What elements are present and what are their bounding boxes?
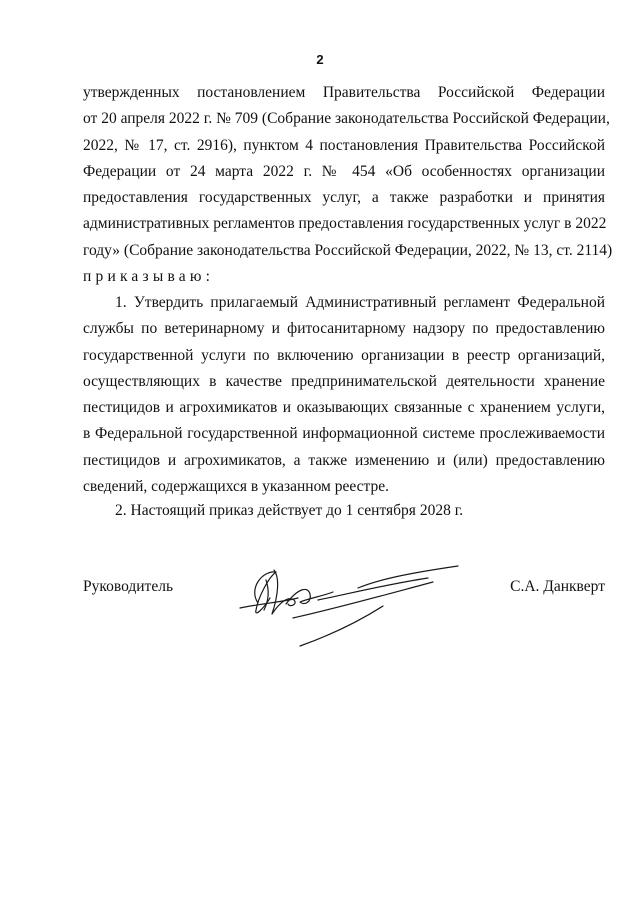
signatory-name: С.А. Данкверт (510, 578, 605, 595)
item-2-paragraph (83, 498, 605, 524)
text-line: 1. Утвердить прилагаемый Административный регламент Федеральной (115, 294, 605, 311)
page-number: 2 (316, 52, 324, 67)
text-line: административных регламентов предоставления государственных услуг в 2022 (83, 215, 607, 233)
text-line: Федерации от 24 марта 2022 г. № 454 «Об особенностях организации (83, 162, 605, 180)
text-line: 2. Настоящий приказ действует до 1 сентября 2028 г. (115, 502, 464, 519)
text-line: пестицидов и агрохимикатов и оказывающих связанные с хранением услуги, (83, 399, 605, 417)
text-line: осуществляющих в качестве предпринимательской деятельности хранение (83, 372, 605, 390)
text-line: пестицидов и агрохимикатов, а также изменению и (или) предоставлению (83, 451, 605, 469)
text-line: сведений, содержащихся в указанном реестре. (83, 478, 389, 496)
signature-block (83, 566, 605, 636)
text-line: 2022, № 17, ст. 2916), пунктом 4 постановления Правительства Российской (83, 136, 605, 154)
text-line: от 20 апреля 2022 г. № 709 (Собрание законодательства Российской Федерации, (83, 110, 610, 128)
text-line: году» (Собрание законодательства Российской Федерации, 2022, № 13, ст. 2114) (83, 241, 613, 259)
text-line: службы по ветеринарному и фитосанитарному надзору по предоставлению (83, 320, 605, 338)
order-word: приказываю: (83, 268, 215, 286)
text-line: утвержденных постановлением Правительства Российской Федерации (83, 84, 605, 101)
text-line: государственной услуги по включению организации в реестр организаций, (83, 346, 605, 364)
intro-paragraph (83, 80, 613, 290)
signatory-role: Руководитель (83, 578, 174, 595)
text-line: предоставления государственных услуг, а также разработки и принятия (83, 189, 605, 207)
text-line: в Федеральной государственной информационной системе прослеживаемости (83, 425, 605, 443)
item-1-paragraph (83, 290, 605, 500)
handwritten-signature (228, 558, 478, 648)
